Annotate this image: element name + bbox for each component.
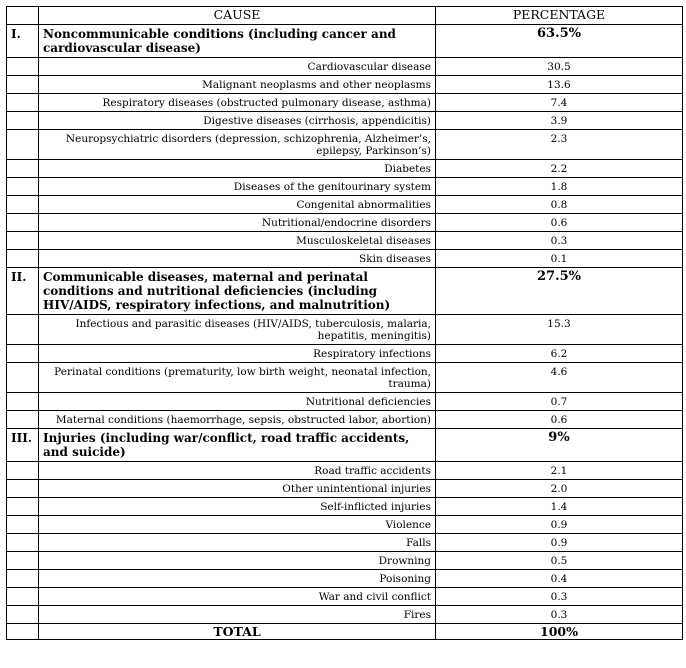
row-blank: [7, 516, 39, 534]
row-blank: [7, 250, 39, 268]
table-row: [7, 76, 683, 94]
table-row: [7, 411, 683, 429]
cause-name: Congenital abnormalities: [39, 196, 436, 214]
cause-name: Nutritional deficiencies: [39, 393, 436, 411]
cause-percentage: 0.3: [436, 606, 683, 624]
table-row: [7, 160, 683, 178]
row-blank: [7, 534, 39, 552]
cause-name: Poisoning: [39, 570, 436, 588]
cause-name: Violence: [39, 516, 436, 534]
row-blank: [7, 232, 39, 250]
row-blank: [7, 345, 39, 363]
cause-name: Respiratory infections: [39, 345, 436, 363]
row-blank: [7, 196, 39, 214]
cause-percentage: 6.2: [436, 345, 683, 363]
table-row: [7, 345, 683, 363]
cause-name: Fires: [39, 606, 436, 624]
cause-percentage: 2.0: [436, 480, 683, 498]
cause-percentage: 30.5: [436, 58, 683, 76]
row-blank: [7, 552, 39, 570]
cause-name: Skin diseases: [39, 250, 436, 268]
section-row: [7, 429, 683, 462]
table-row: [7, 112, 683, 130]
section-percentage: 63.5%: [436, 25, 683, 58]
row-blank: [7, 94, 39, 112]
cause-percentage: 0.7: [436, 393, 683, 411]
cause-percentage: 2.3: [436, 130, 683, 160]
row-blank: [7, 570, 39, 588]
cause-percentage: 0.1: [436, 250, 683, 268]
table-row: [7, 588, 683, 606]
table-row: [7, 552, 683, 570]
cause-percentage: 0.8: [436, 196, 683, 214]
table-row: [7, 196, 683, 214]
table-row: [7, 516, 683, 534]
cause-name: Self-inflicted injuries: [39, 498, 436, 516]
cause-percentage: 0.9: [436, 534, 683, 552]
cause-name: Musculoskeletal diseases: [39, 232, 436, 250]
section-numeral: I.: [7, 25, 39, 58]
cause-of-death-table: [6, 6, 683, 640]
cause-percentage: 1.4: [436, 498, 683, 516]
total-value: 100%: [436, 624, 683, 640]
cause-name: Nutritional/endocrine disorders: [39, 214, 436, 232]
section-row: [7, 268, 683, 315]
header-cause: CAUSE: [39, 7, 436, 25]
row-blank: [7, 130, 39, 160]
cause-percentage: 0.5: [436, 552, 683, 570]
cause-percentage: 2.1: [436, 462, 683, 480]
table-row: [7, 250, 683, 268]
table-row: [7, 130, 683, 160]
row-blank: [7, 76, 39, 94]
row-blank: [7, 112, 39, 130]
cause-name: Falls: [39, 534, 436, 552]
cause-name: War and civil conflict: [39, 588, 436, 606]
row-blank: [7, 58, 39, 76]
section-title: Injuries (including war/conflict, road traffic accidents, and suicide): [39, 429, 436, 462]
cause-name: Road traffic accidents: [39, 462, 436, 480]
row-blank: [7, 480, 39, 498]
table-row: [7, 606, 683, 624]
table-row: [7, 58, 683, 76]
cause-percentage: 4.6: [436, 363, 683, 393]
cause-name: Perinatal conditions (prematurity, low birth weight, neonatal infection, trauma): [39, 363, 436, 393]
cause-name: Diabetes: [39, 160, 436, 178]
table-row: [7, 315, 683, 345]
cause-percentage: 1.8: [436, 178, 683, 196]
table-row: [7, 480, 683, 498]
cause-name: Other unintentional injuries: [39, 480, 436, 498]
table-row: [7, 232, 683, 250]
cause-name: Neuropsychiatric disorders (depression, schizophrenia, Alzheimer’s, epilepsy, Parkinson’s): [39, 130, 436, 160]
table-row: [7, 214, 683, 232]
row-blank: [7, 160, 39, 178]
table-row: [7, 94, 683, 112]
row-blank: [7, 498, 39, 516]
cause-name: Drowning: [39, 552, 436, 570]
section-percentage: 27.5%: [436, 268, 683, 315]
row-blank: [7, 411, 39, 429]
cause-percentage: 0.3: [436, 232, 683, 250]
total-blank: [7, 624, 39, 640]
table-row: [7, 363, 683, 393]
header-blank: [7, 7, 39, 25]
header-percentage: PERCENTAGE: [436, 7, 683, 25]
table-row: [7, 393, 683, 411]
header-row: [7, 7, 683, 25]
row-blank: [7, 606, 39, 624]
row-blank: [7, 315, 39, 345]
section-row: [7, 25, 683, 58]
cause-name: Infectious and parasitic diseases (HIV/AIDS, tuberculosis, malaria, hepatitis, meningitis): [39, 315, 436, 345]
cause-percentage: 0.6: [436, 411, 683, 429]
table-row: [7, 534, 683, 552]
cause-percentage: 0.3: [436, 588, 683, 606]
cause-percentage: 7.4: [436, 94, 683, 112]
cause-percentage: 0.9: [436, 516, 683, 534]
cause-percentage: 0.4: [436, 570, 683, 588]
section-title: Communicable diseases, maternal and perinatal conditions and nutritional deficiencies (including HIV/AIDS, respiratory infections, and malnutrition): [39, 268, 436, 315]
cause-percentage: 3.9: [436, 112, 683, 130]
table-row: [7, 462, 683, 480]
row-blank: [7, 588, 39, 606]
cause-percentage: 2.2: [436, 160, 683, 178]
section-title: Noncommunicable conditions (including cancer and cardiovascular disease): [39, 25, 436, 58]
table-row: [7, 570, 683, 588]
cause-name: Cardiovascular disease: [39, 58, 436, 76]
cause-percentage: 13.6: [436, 76, 683, 94]
row-blank: [7, 393, 39, 411]
cause-name: Diseases of the genitourinary system: [39, 178, 436, 196]
row-blank: [7, 178, 39, 196]
table-row: [7, 498, 683, 516]
section-numeral: II.: [7, 268, 39, 315]
table-row: [7, 178, 683, 196]
cause-percentage: 0.6: [436, 214, 683, 232]
cause-name: Malignant neoplasms and other neoplasms: [39, 76, 436, 94]
row-blank: [7, 363, 39, 393]
cause-name: Digestive diseases (cirrhosis, appendicitis): [39, 112, 436, 130]
row-blank: [7, 462, 39, 480]
section-numeral: III.: [7, 429, 39, 462]
total-row: [7, 624, 683, 640]
section-percentage: 9%: [436, 429, 683, 462]
total-label: TOTAL: [39, 624, 436, 640]
cause-name: Respiratory diseases (obstructed pulmonary disease, asthma): [39, 94, 436, 112]
cause-name: Maternal conditions (haemorrhage, sepsis, obstructed labor, abortion): [39, 411, 436, 429]
row-blank: [7, 214, 39, 232]
cause-percentage: 15.3: [436, 315, 683, 345]
